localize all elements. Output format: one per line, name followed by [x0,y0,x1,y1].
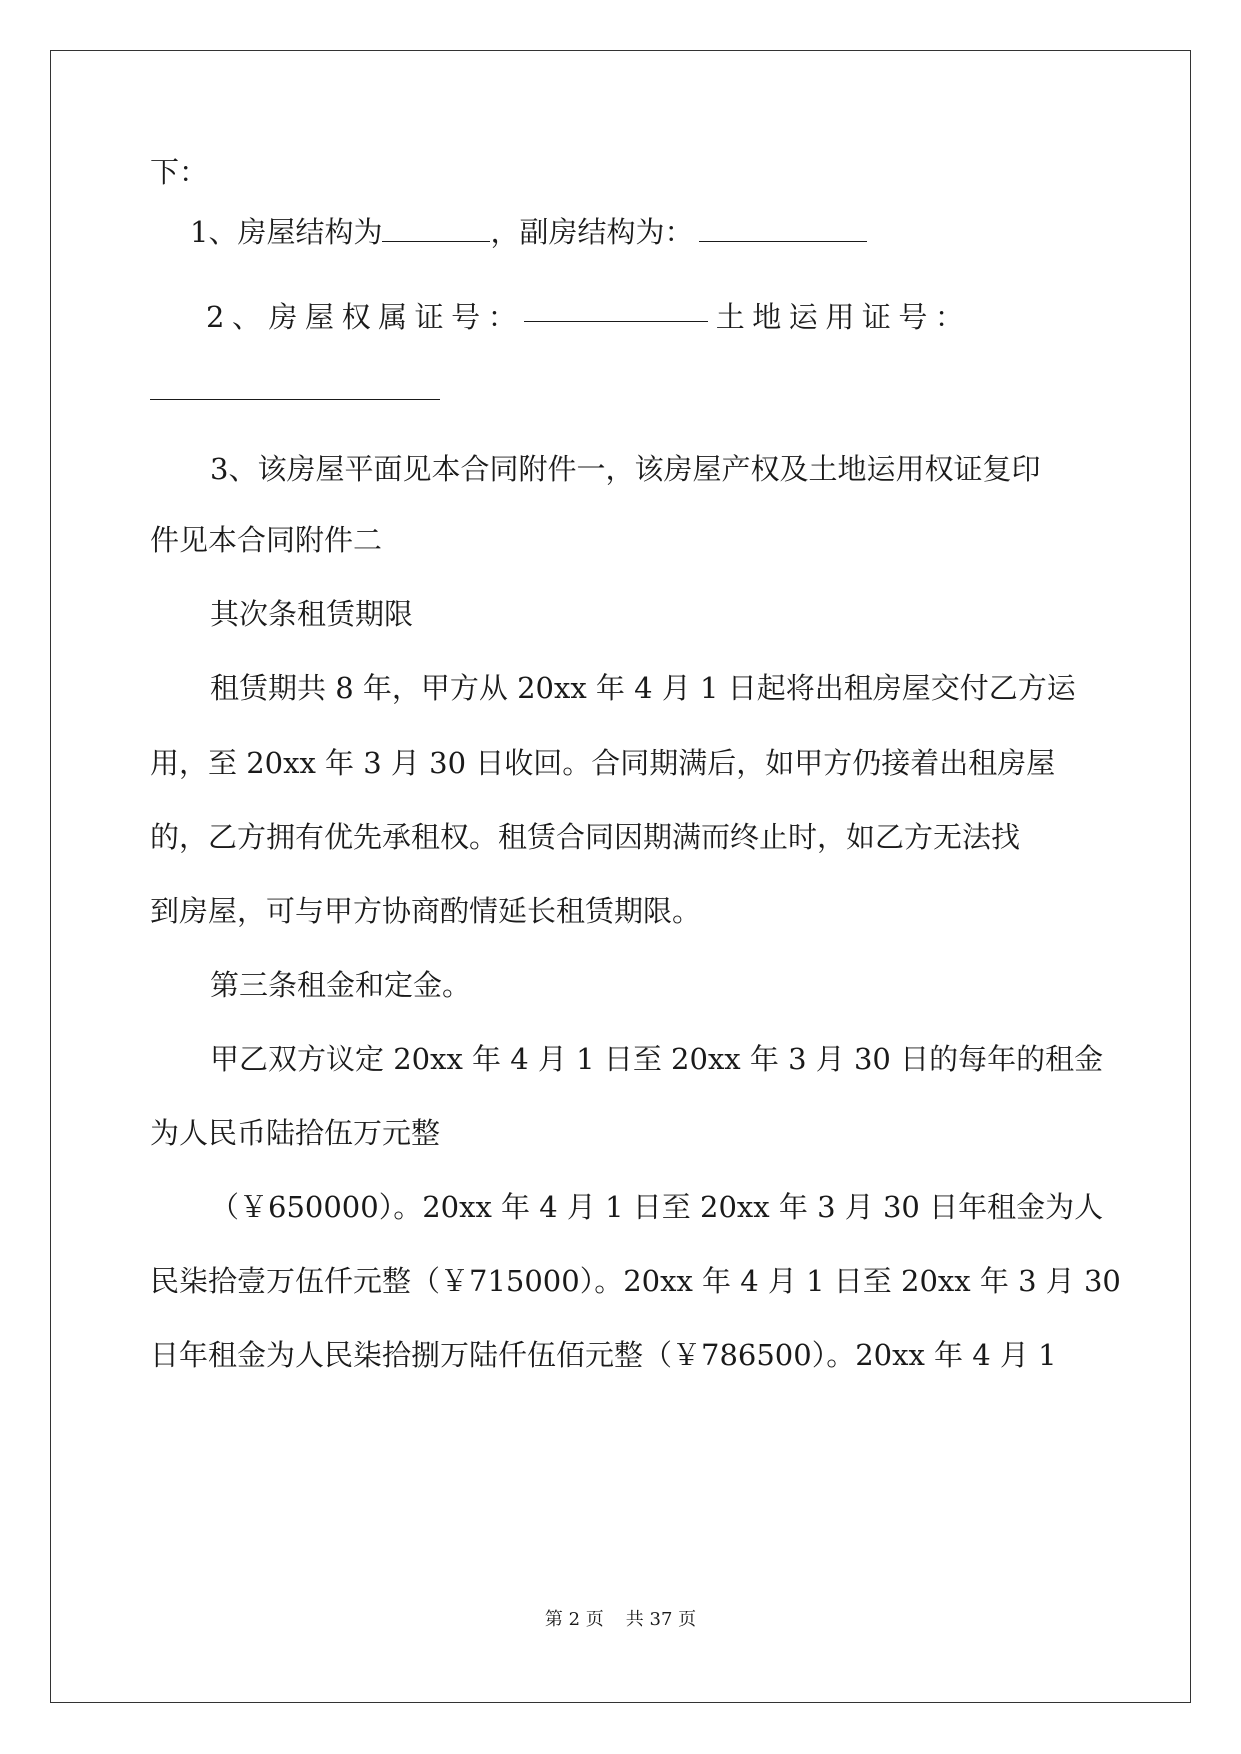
item-2-char: ： [487,300,517,334]
item-3-line-1: 3、该房屋平面见本合同附件一，该房屋产权及土地运用权证复印 [210,452,1041,486]
item-2-char: 用 [825,300,855,334]
item-2-char: 证 [861,300,891,334]
item-2-char: 2 [206,300,225,334]
item-2-char: 房 [268,300,298,334]
item-2-char: 证 [414,300,444,334]
item-2-char: 运 [788,300,818,334]
article-2-heading: 其次条租赁期限 [210,597,414,631]
item-2-char: 地 [752,300,782,334]
annex-structure-blank [699,217,867,242]
item-1-label: 1、房屋结构为 [190,215,383,249]
rent-line-4: 民柒拾壹万伍仟元整（￥715000）。20xx 年 4 月 1 日至 20xx 年 3 月 30 [150,1264,1121,1298]
item-2-char: 号 [898,300,928,334]
rent-line-3: （￥650000）。20xx 年 4 月 1 日至 20xx 年 3 月 30 日年租金为人 [210,1190,1104,1224]
item-2-char: 、 [231,300,261,334]
text-line: 下： [150,155,209,189]
rent-line-2: 为人民币陆拾伍万元整 [150,1116,441,1150]
item-2-line [206,297,964,337]
item-2-char: ： [934,300,964,334]
house-structure-blank [382,217,490,242]
ownership-cert-blank [524,297,708,322]
page-footer [0,1608,1241,1632]
item-3-line-2: 件见本合同附件二 [150,523,383,557]
item-2-char: 土 [715,300,745,334]
item-1-sublabel: ，副房结构为： [490,215,694,249]
item-1-line [190,212,867,252]
item-2-char: 属 [378,300,408,334]
item-2-char: 号 [451,300,481,334]
lease-term-line-4: 到房屋，可与甲方协商酌情延长租赁期限。 [150,894,702,928]
land-cert-blank [150,375,440,400]
land-cert-blank-line [150,370,440,410]
rent-line-1: 甲乙双方议定 20xx 年 4 月 1 日至 20xx 年 3 月 30 日的每年的租金 [210,1042,1104,1076]
lease-term-line-3: 的，乙方拥有优先承租权。租赁合同因期满而终止时，如乙方无法找 [150,820,1021,854]
lease-term-line-1: 租赁期共 8 年，甲方从 20xx 年 4 月 1 日起将出租房屋交付乙方运 [210,671,1076,705]
rent-line-5: 日年租金为人民柒拾捌万陆仟伍佰元整（￥786500）。20xx 年 4 月 1 [150,1338,1057,1372]
item-2-char: 权 [341,300,371,334]
page-number: 第 2 页 [544,1609,604,1630]
total-pages: 共 37 页 [625,1609,697,1630]
article-3-heading: 第三条租金和定金。 [210,968,472,1002]
lease-term-line-2: 用，至 20xx 年 3 月 30 日收回。合同期满后，如甲方仍接着出租房屋 [150,746,1056,780]
item-2-char: 屋 [305,300,335,334]
